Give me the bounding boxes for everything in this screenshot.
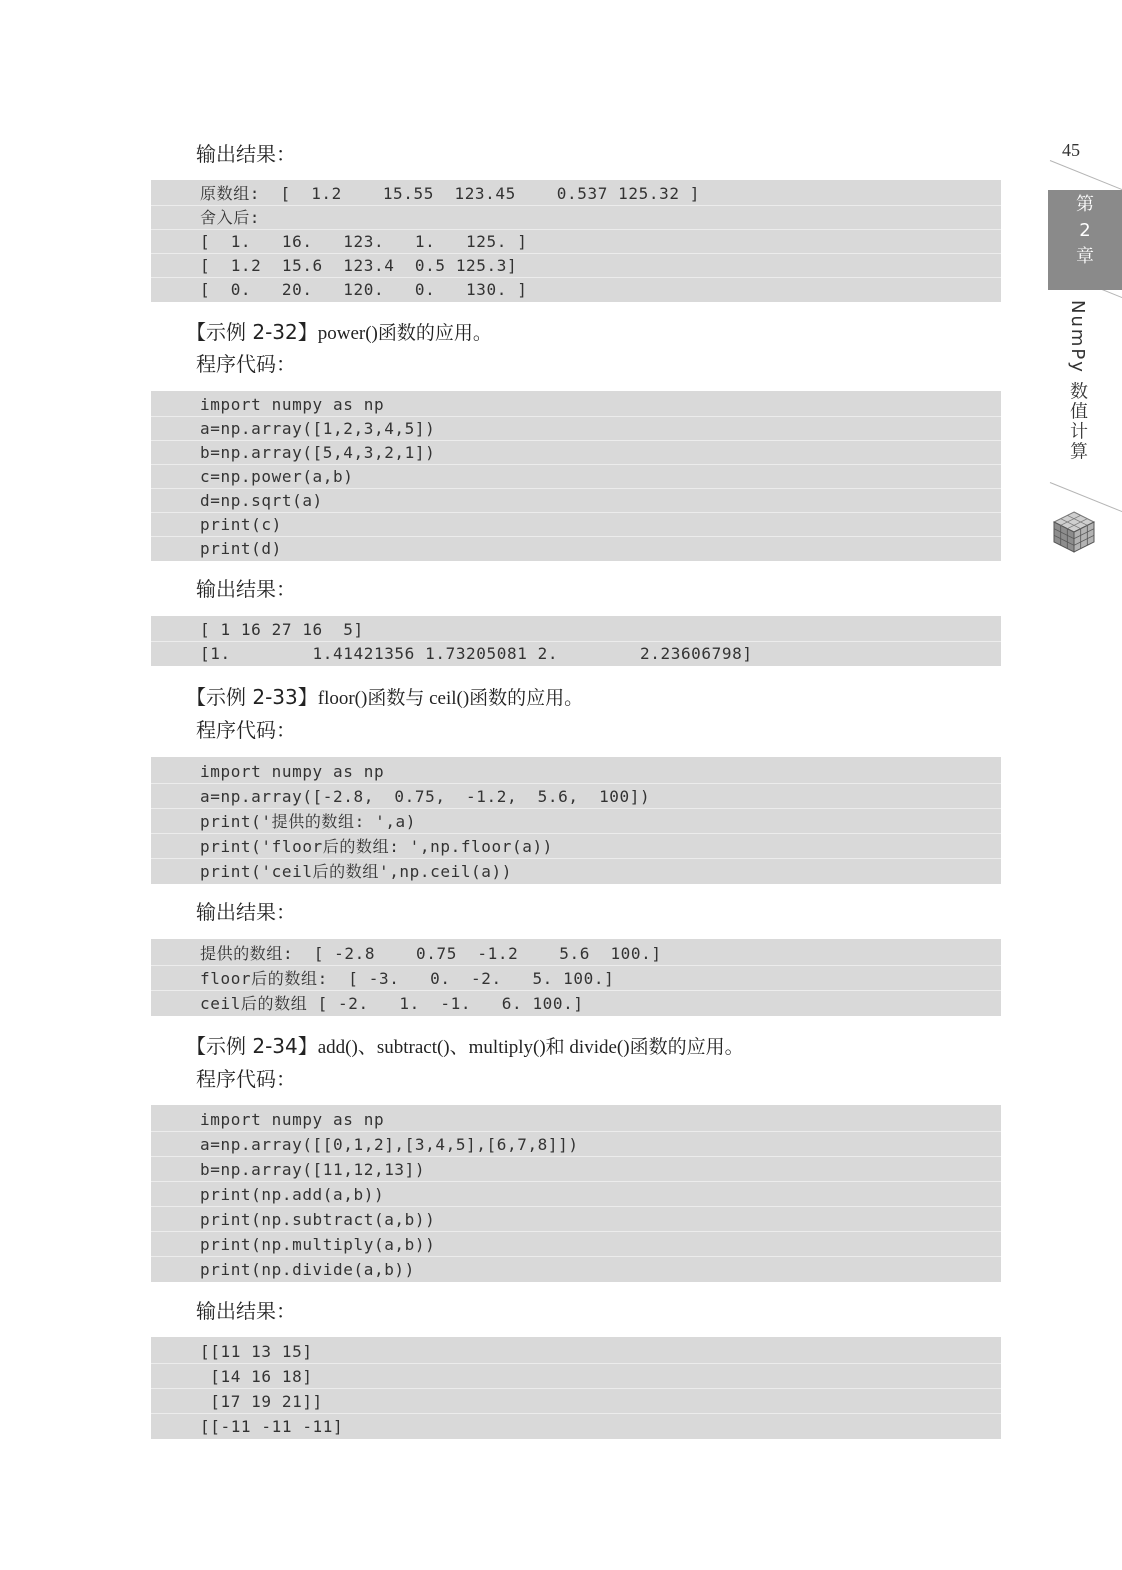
example-description: add()、subtract()、multiply()和 divide()函数的应用。 xyxy=(317,1037,744,1058)
section-label: 输出结果： xyxy=(196,577,296,601)
chapter-tab xyxy=(1048,190,1122,290)
code-line: [[-11 -11 -11] xyxy=(200,1417,344,1436)
code-line: [ 0. 20. 120. 0. 130. ] xyxy=(200,280,528,299)
code-line: [17 19 21]] xyxy=(151,1389,1001,1414)
code-line: [[11 13 15] xyxy=(151,1339,1001,1364)
section-label: 程序代码： xyxy=(196,718,296,742)
code-block xyxy=(151,939,1001,1016)
code-line: c=np.power(a,b) xyxy=(151,465,1001,489)
example-heading xyxy=(186,685,583,711)
code-line: [14 16 18] xyxy=(151,1364,1001,1389)
code-line: print(np.divide(a,b)) xyxy=(200,1260,415,1279)
chapter-name: NumPy 数值计算 xyxy=(1067,300,1088,462)
code-line: print(np.add(a,b)) xyxy=(151,1182,1001,1207)
code-line: ceil后的数组 [ -2. 1. -1. 6. 100.] xyxy=(200,994,584,1013)
code-line: [ 1. 16. 123. 1. 125. ] xyxy=(151,230,1001,254)
code-line: print(d) xyxy=(200,539,282,558)
section-label: 程序代码： xyxy=(196,1067,296,1091)
code-line: 舍入后: xyxy=(151,206,1001,230)
section-label: 程序代码： xyxy=(196,352,296,376)
code-block xyxy=(151,1105,1001,1282)
code-line: d=np.sqrt(a) xyxy=(151,489,1001,513)
code-line: print('ceil后的数组',np.ceil(a)) xyxy=(200,862,512,881)
code-line: import numpy as np xyxy=(151,1107,1001,1132)
code-line: 原数组: [ 1.2 15.55 123.45 0.537 125.32 ] xyxy=(151,182,1001,206)
code-block xyxy=(151,616,1001,666)
code-line: print(np.multiply(a,b)) xyxy=(151,1232,1001,1257)
code-line: 提供的数组: [ -2.8 0.75 -1.2 5.6 100.] xyxy=(151,941,1001,966)
section-label: 输出结果： xyxy=(196,900,296,924)
example-number: 【示例 2-34】 xyxy=(186,1034,318,1058)
code-line: a=np.array([[0,1,2],[3,4,5],[6,7,8]]) xyxy=(151,1132,1001,1157)
code-line: floor后的数组: [ -3. 0. -2. 5. 100.] xyxy=(151,966,1001,991)
code-line: b=np.array([5,4,3,2,1]) xyxy=(151,441,1001,465)
code-block xyxy=(151,391,1001,561)
section-label: 输出结果： xyxy=(196,142,296,166)
code-line: a=np.array([-2.8, 0.75, -1.2, 5.6, 100]) xyxy=(151,784,1001,809)
example-description: floor()函数与 ceil()函数的应用。 xyxy=(317,688,584,709)
example-number: 【示例 2-33】 xyxy=(186,685,318,709)
example-heading xyxy=(186,1034,744,1060)
example-description: power()函数的应用。 xyxy=(317,323,492,344)
code-line: a=np.array([1,2,3,4,5]) xyxy=(151,417,1001,441)
code-line: b=np.array([11,12,13]) xyxy=(151,1157,1001,1182)
code-line: import numpy as np xyxy=(151,759,1001,784)
code-line: [1. 1.41421356 1.73205081 2. 2.23606798] xyxy=(200,644,753,663)
code-line: import numpy as np xyxy=(151,393,1001,417)
page-number: 45 xyxy=(1062,140,1080,160)
divider-line xyxy=(1050,160,1122,190)
cube-icon xyxy=(1050,508,1098,556)
chapter-char: 2 xyxy=(1079,220,1091,241)
example-heading xyxy=(186,320,492,346)
code-block xyxy=(151,1337,1001,1439)
code-block xyxy=(151,757,1001,884)
code-line: print('提供的数组: ',a) xyxy=(151,809,1001,834)
code-block xyxy=(151,180,1001,302)
code-line: [ 1.2 15.6 123.4 0.5 125.3] xyxy=(151,254,1001,278)
code-line: print(np.subtract(a,b)) xyxy=(151,1207,1001,1232)
code-line: print('floor后的数组: ',np.floor(a)) xyxy=(151,834,1001,859)
chapter-char: 章 xyxy=(1076,246,1094,267)
chapter-char: 第 xyxy=(1076,194,1094,215)
section-label: 输出结果： xyxy=(196,1299,296,1323)
code-line: [ 1 16 27 16 5] xyxy=(151,618,1001,642)
code-line: print(c) xyxy=(151,513,1001,537)
example-number: 【示例 2-32】 xyxy=(186,320,318,344)
